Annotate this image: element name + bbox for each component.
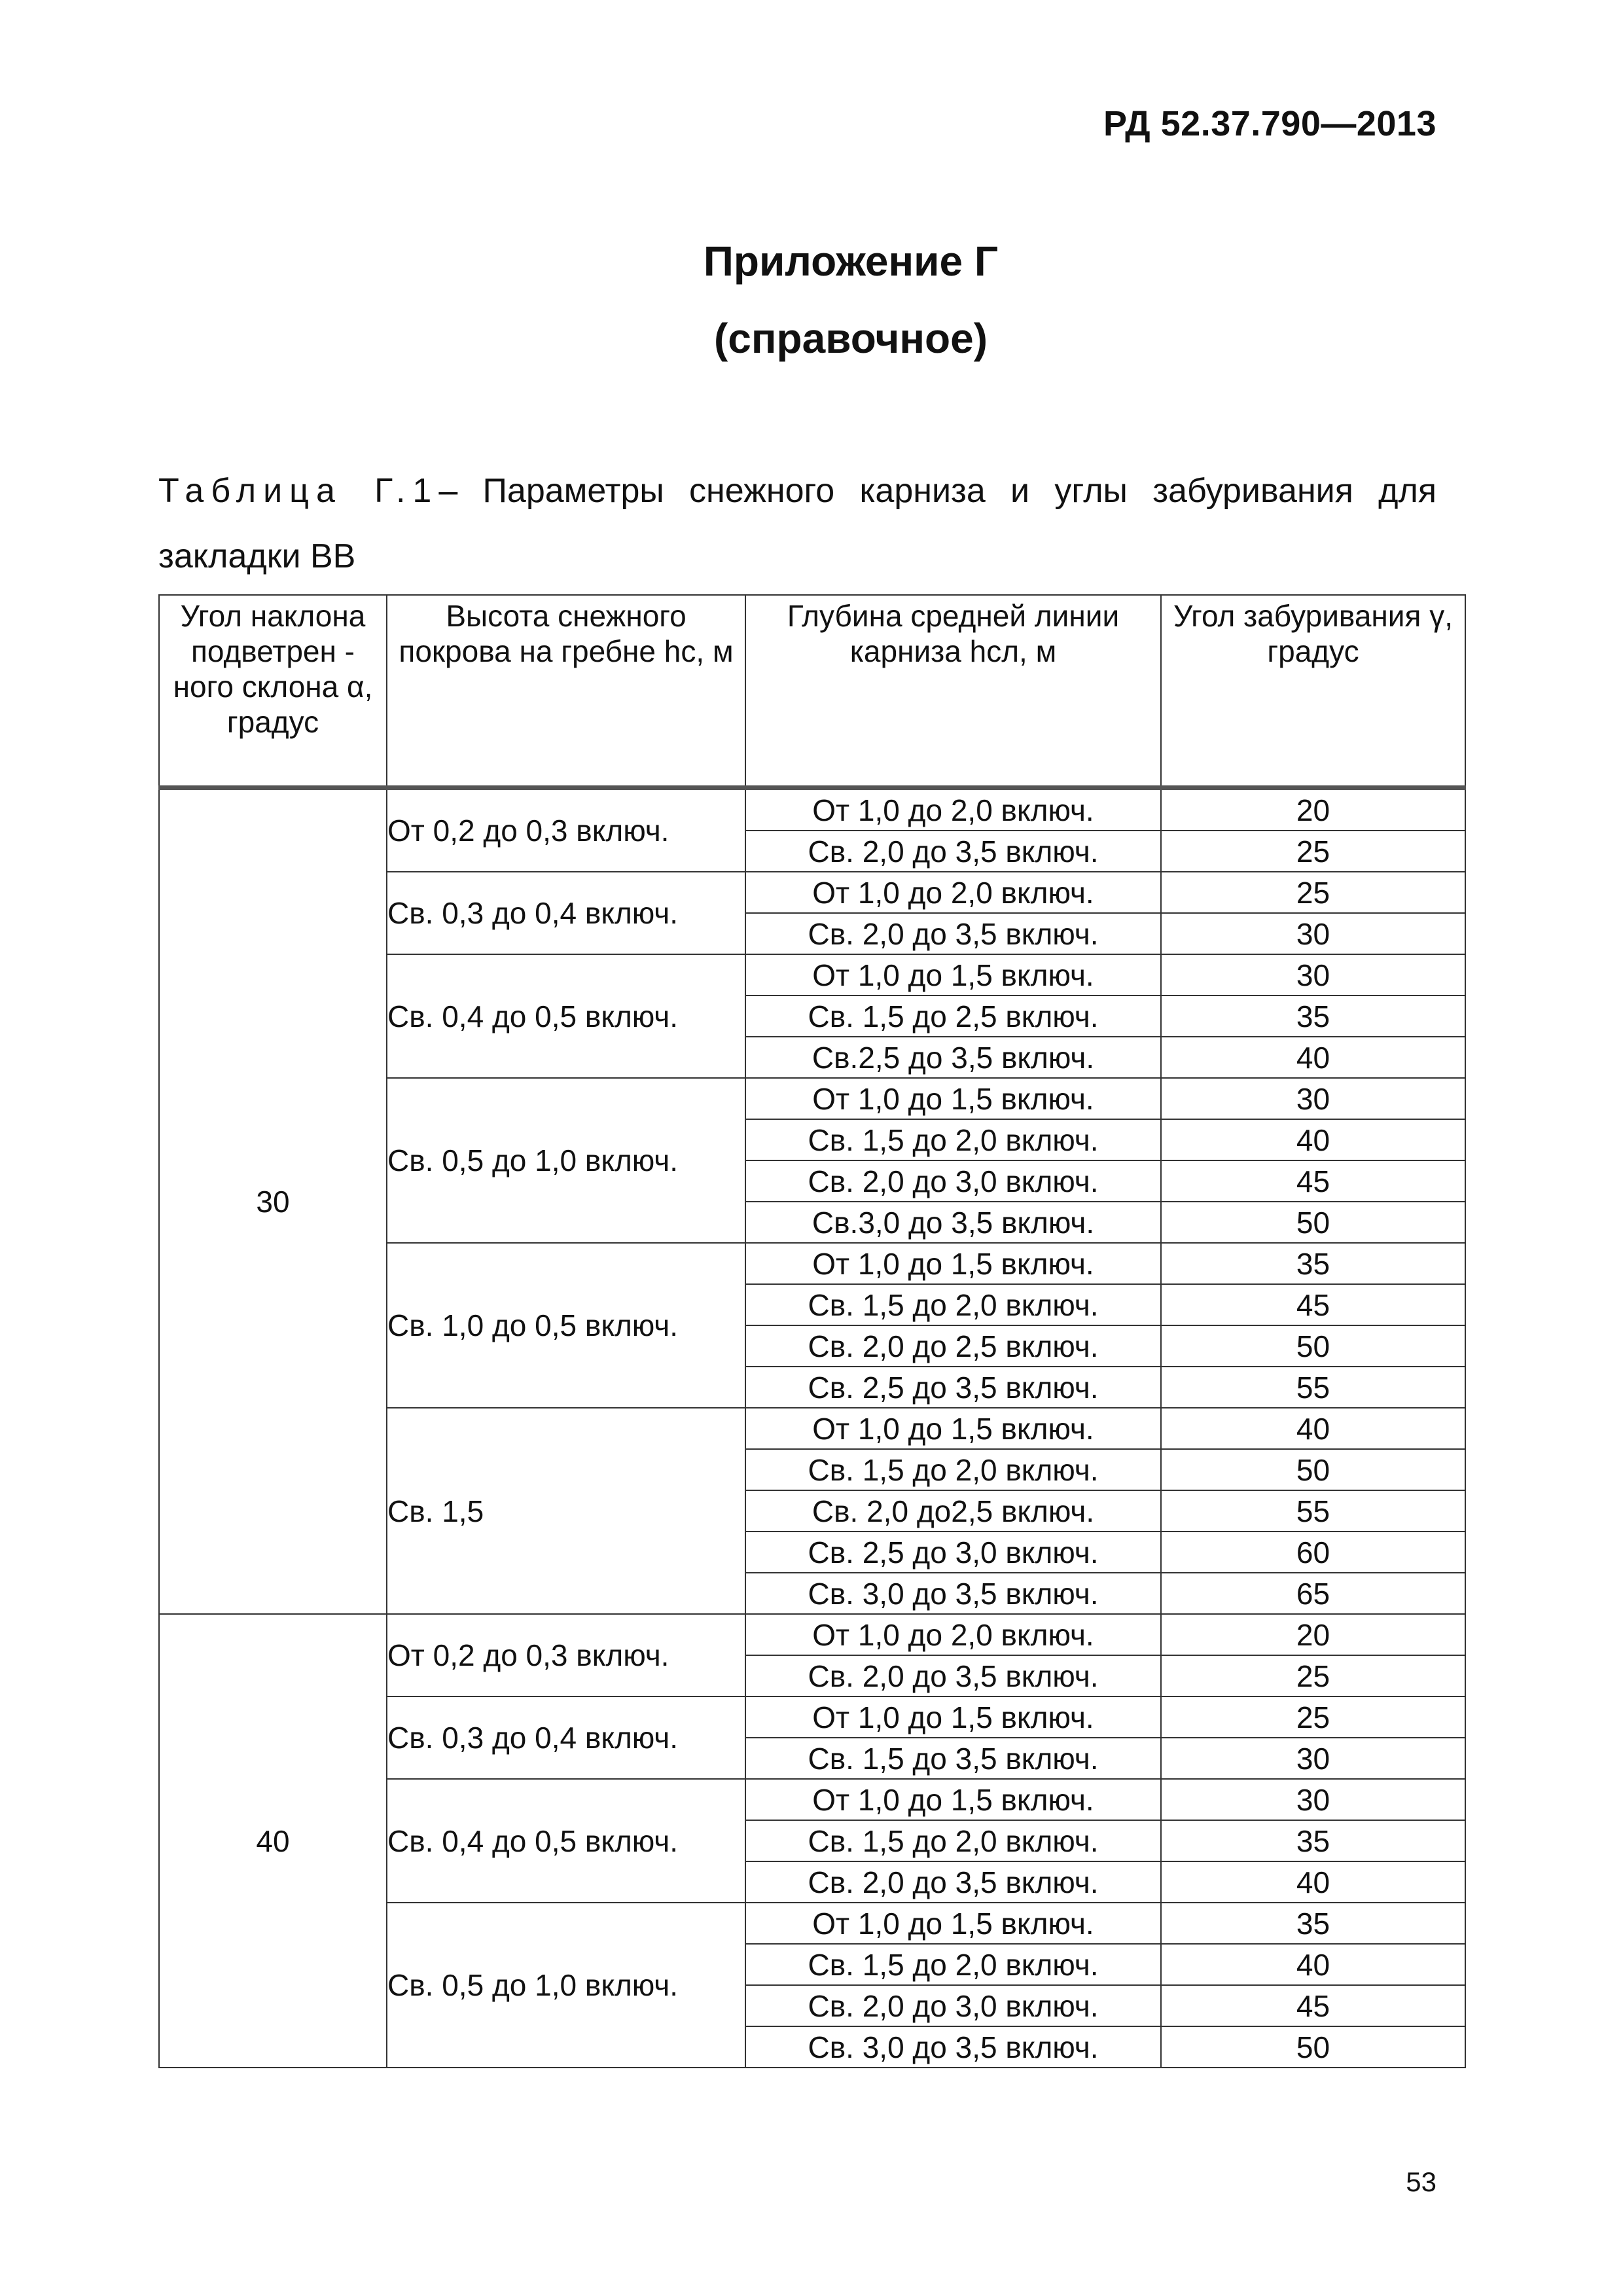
table-header-row [159, 595, 1465, 788]
header-drilling-angle: Угол забуривания γ, градус [1161, 595, 1465, 788]
drilling-angle-cell: 30 [1161, 954, 1465, 996]
document-code: РД 52.37.790—2013 [1103, 104, 1436, 143]
snow-height-cell: Св. 0,4 до 0,5 включ. [387, 1779, 745, 1903]
snow-height-cell: Св. 0,4 до 0,5 включ. [387, 954, 745, 1078]
cornice-depth-cell: Св. 1,5 до 2,5 включ. [745, 996, 1161, 1037]
cornice-depth-cell: От 1,0 до 2,0 включ. [745, 1614, 1161, 1655]
drilling-angle-cell: 35 [1161, 996, 1465, 1037]
snow-height-cell: Св. 1,5 [387, 1408, 745, 1614]
snow-height-cell: От 0,2 до 0,3 включ. [387, 1614, 745, 1696]
drilling-angle-cell: 55 [1161, 1367, 1465, 1408]
snow-height-cell: Св. 1,0 до 0,5 включ. [387, 1243, 745, 1408]
snow-cornice-table [158, 594, 1466, 2068]
cornice-depth-cell: Св. 2,5 до 3,5 включ. [745, 1367, 1161, 1408]
appendix-subtitle: (справочное) [713, 315, 988, 362]
drilling-angle-cell: 30 [1161, 913, 1465, 954]
page-number: 53 [1406, 2166, 1436, 2197]
cornice-depth-cell: От 1,0 до 1,5 включ. [745, 1696, 1161, 1738]
snow-height-cell: Св. 0,3 до 0,4 включ. [387, 1696, 745, 1779]
table-caption-label: Таблица Г.1 [158, 472, 439, 510]
cornice-depth-cell: Св. 3,0 до 3,5 включ. [745, 2026, 1161, 2068]
drilling-angle-cell: 40 [1161, 1119, 1465, 1160]
drilling-angle-cell: 45 [1161, 1160, 1465, 1202]
table-body [159, 788, 1465, 2068]
drilling-angle-cell: 40 [1161, 1037, 1465, 1078]
cornice-depth-cell: Св. 2,0 до2,5 включ. [745, 1490, 1161, 1532]
cornice-depth-cell: Св. 1,5 до 2,0 включ. [745, 1284, 1161, 1325]
drilling-angle-cell: 25 [1161, 1655, 1465, 1696]
cornice-depth-cell: Св. 2,0 до 3,0 включ. [745, 1160, 1161, 1202]
cornice-depth-cell: Св. 2,0 до 3,5 включ. [745, 1655, 1161, 1696]
cornice-depth-cell: Св. 2,5 до 3,0 включ. [745, 1532, 1161, 1573]
drilling-angle-cell: 50 [1161, 2026, 1465, 2068]
drilling-angle-cell: 25 [1161, 872, 1465, 913]
slope-angle-cell: 30 [159, 788, 387, 1615]
table-row [159, 1614, 1465, 1655]
cornice-depth-cell: Св. 2,0 до 3,5 включ. [745, 831, 1161, 872]
cornice-depth-cell: Св. 1,5 до 2,0 включ. [745, 1944, 1161, 1985]
drilling-angle-cell: 50 [1161, 1325, 1465, 1367]
cornice-depth-cell: От 1,0 до 1,5 включ. [745, 1078, 1161, 1119]
cornice-depth-cell: От 1,0 до 2,0 включ. [745, 788, 1161, 831]
cornice-depth-cell: Св. 1,5 до 3,5 включ. [745, 1738, 1161, 1779]
drilling-angle-cell: 40 [1161, 1408, 1465, 1449]
table-caption [158, 458, 1436, 589]
snow-height-cell: Св. 0,5 до 1,0 включ. [387, 1078, 745, 1243]
header-cornice-depth: Глубина средней линии карниза hсл, м [745, 595, 1161, 788]
cornice-depth-cell: Св. 1,5 до 2,0 включ. [745, 1820, 1161, 1861]
drilling-angle-cell: 35 [1161, 1820, 1465, 1861]
cornice-depth-cell: От 1,0 до 1,5 включ. [745, 1408, 1161, 1449]
cornice-depth-cell: Св. 2,0 до 3,5 включ. [745, 913, 1161, 954]
cornice-depth-cell: От 1,0 до 1,5 включ. [745, 1903, 1161, 1944]
snow-height-cell: Св. 0,5 до 1,0 включ. [387, 1903, 745, 2068]
cornice-depth-cell: Св. 2,0 до 3,5 включ. [745, 1861, 1161, 1903]
drilling-angle-cell: 20 [1161, 1614, 1465, 1655]
slope-angle-cell: 40 [159, 1614, 387, 2068]
drilling-angle-cell: 25 [1161, 831, 1465, 872]
drilling-angle-cell: 30 [1161, 1078, 1465, 1119]
drilling-angle-cell: 40 [1161, 1944, 1465, 1985]
drilling-angle-cell: 45 [1161, 1985, 1465, 2026]
cornice-depth-cell: От 1,0 до 1,5 включ. [745, 1779, 1161, 1820]
cornice-depth-cell: Св. 1,5 до 2,0 включ. [745, 1119, 1161, 1160]
drilling-angle-cell: 30 [1161, 1779, 1465, 1820]
snow-height-cell: От 0,2 до 0,3 включ. [387, 788, 745, 872]
drilling-angle-cell: 40 [1161, 1861, 1465, 1903]
drilling-angle-cell: 30 [1161, 1738, 1465, 1779]
cornice-depth-cell: От 1,0 до 2,0 включ. [745, 872, 1161, 913]
table-caption-text: – Параметры снежного карниза и углы забуривания для закладки ВВ [158, 472, 1436, 575]
drilling-angle-cell: 55 [1161, 1490, 1465, 1532]
cornice-depth-cell: Св. 2,0 до 3,0 включ. [745, 1985, 1161, 2026]
cornice-depth-cell: Св. 2,0 до 2,5 включ. [745, 1325, 1161, 1367]
drilling-angle-cell: 25 [1161, 1696, 1465, 1738]
drilling-angle-cell: 50 [1161, 1202, 1465, 1243]
drilling-angle-cell: 65 [1161, 1573, 1465, 1614]
appendix-title: Приложение Г [703, 238, 999, 285]
cornice-depth-cell: Св. 3,0 до 3,5 включ. [745, 1573, 1161, 1614]
header-snow-height: Высота снежного покрова на гребне hc, м [387, 595, 745, 788]
header-slope-angle: Угол наклона подветрен - ного склона α, градус [159, 595, 387, 788]
cornice-depth-cell: Св. 1,5 до 2,0 включ. [745, 1449, 1161, 1490]
cornice-depth-cell: От 1,0 до 1,5 включ. [745, 1243, 1161, 1284]
drilling-angle-cell: 20 [1161, 788, 1465, 831]
table-row [159, 788, 1465, 831]
snow-height-cell: Св. 0,3 до 0,4 включ. [387, 872, 745, 954]
drilling-angle-cell: 35 [1161, 1903, 1465, 1944]
cornice-depth-cell: От 1,0 до 1,5 включ. [745, 954, 1161, 996]
drilling-angle-cell: 35 [1161, 1243, 1465, 1284]
cornice-depth-cell: Св.2,5 до 3,5 включ. [745, 1037, 1161, 1078]
drilling-angle-cell: 45 [1161, 1284, 1465, 1325]
drilling-angle-cell: 50 [1161, 1449, 1465, 1490]
drilling-angle-cell: 60 [1161, 1532, 1465, 1573]
cornice-depth-cell: Св.3,0 до 3,5 включ. [745, 1202, 1161, 1243]
